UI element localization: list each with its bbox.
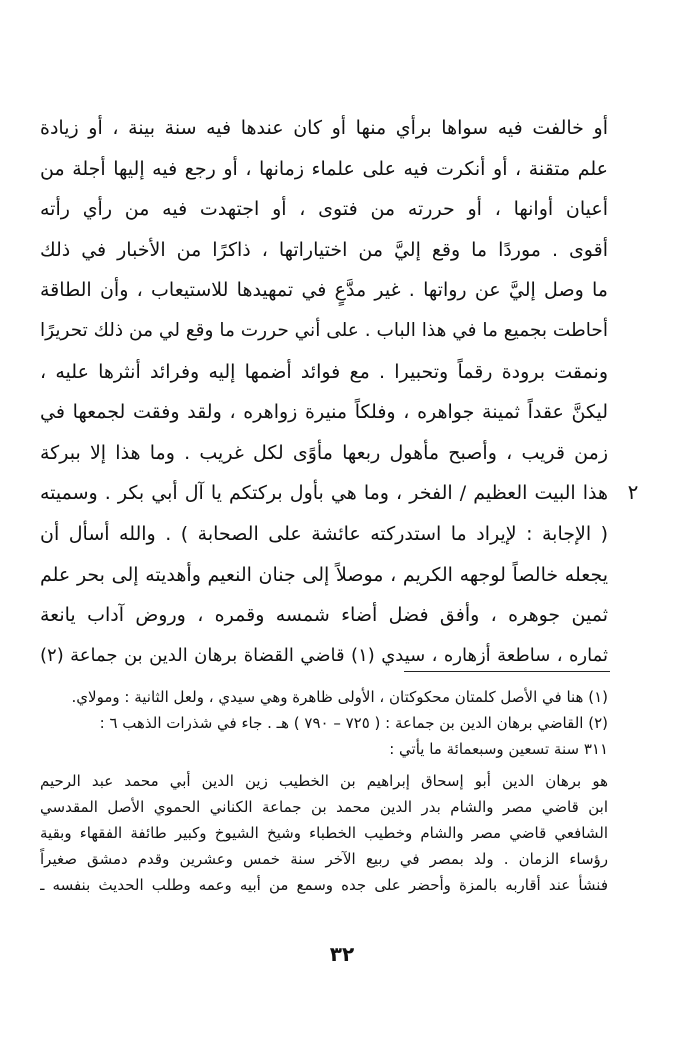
- footnote-quote-line: رؤساء الزمان . ولد بمصر في ربيع الآخر سنة خمس وعشرين وقدم دمشق صغيراً: [40, 850, 608, 868]
- text-line: أقوى . موردًا ما وقع إليَّ من اختياراتها ، ذاكرًا من الأخبار في ذلك: [40, 238, 608, 261]
- footnote-quote-line: هو برهان الدين أبو إسحاق إبراهيم بن الخطيب زين الدين أبي محمد عبد الرحيم: [40, 772, 608, 790]
- text-line: ( الإجابة : لإيراد ما استدركته عائشة على الصحابة ) . والله أسأل أن: [40, 522, 608, 545]
- footnote-divider: [404, 671, 610, 672]
- text-line: أعيان أوانها ، أو حررته من فتوى ، أو اجتهدت فيه من رأي رأته: [40, 198, 608, 221]
- text-line: ليكنَّ عقداً ثمينة جواهره ، وفلكاً منيرة زواهره ، ولقد وفقت لجمعها في: [40, 401, 608, 424]
- text-line: علم متقنة ، أو أنكرت فيه على علماء زمانها ، أو رجع فيه إليها أجلة من: [40, 157, 608, 180]
- text-line: هذا البيت العظيم / الفخر ، وما هي بأول بركتكم يا آل أبي بكر . وسميته: [40, 482, 608, 505]
- text-line: ونمقت برودة رقماً وتحبيرا . مع فوائد أضمها إليه وفرائد أنثرها عليه ،: [40, 360, 608, 383]
- text-line: يجعله خالصاً لوجهه الكريم ، موصلاً إلى جنان النعيم وأهديته إلى بحر علم: [40, 563, 608, 586]
- footnote-quote-line: الشافعي قاضي مصر والشام وخطيب الخطباء وشيخ الشيوخ وكبير طائفة الفقهاء وبقية: [40, 824, 608, 842]
- page-number: ٣٢: [329, 942, 355, 966]
- footnote: (١) هنا في الأصل كلمتان محكوكتان ، الأولى ظاهرة وهي سيدي ، ولعل الثانية : ومولاي.: [71, 688, 608, 706]
- text-line: زمن قريب ، وأصبح مأهول ربعها مأوًى لكل غريب . وما هذا إلا ببركة: [40, 441, 608, 464]
- text-line: ثمين جوهره ، وأفق فضل أضاء شمسه وقمره ، وروض آداب يانعة: [40, 604, 608, 627]
- text-line: ما وصل إليَّ عن رواتها . غير مدَّعٍ في تمهيدها للاستيعاب ، وأن الطاقة: [40, 279, 608, 302]
- footnote-quote-line: ابن قاضي مصر والشام بدر الدين محمد بن جماعة الكناني الحموي الأصل المقدسي: [40, 798, 608, 816]
- footnotes: [40, 684, 608, 898]
- margin-page-marker: ٢: [627, 480, 639, 504]
- text-line: ثماره ، ساطعة أزهاره ، سيدي (١) قاضي القضاة برهان الدين بن جماعة (٢): [40, 644, 608, 666]
- footnote-continuation: ٣١١ سنة تسعين وسبعمائة ما يأتي :: [389, 740, 608, 758]
- footnote: (٢) القاضي برهان الدين بن جماعة : ( ٧٢٥ – ٧٩٠ ) هـ . جاء في شذرات الذهب ٦ :: [99, 714, 608, 732]
- text-line: أو خالفت فيه سواها برأي منها أو كان عندها فيه سنة بينة ، أو زيادة: [40, 117, 608, 139]
- footnote-quote-line: فنشأ عند أقاربه بالمزة وأحضر على جده وسمع من أبيه وعمه وطلب الحديث بنفسه ـ: [40, 876, 608, 894]
- main-text: [40, 108, 608, 676]
- text-line: أحاطت بجميع ما في هذا الباب . على أني حررت ما وقع لي من ذلك تحريرًا: [40, 319, 608, 341]
